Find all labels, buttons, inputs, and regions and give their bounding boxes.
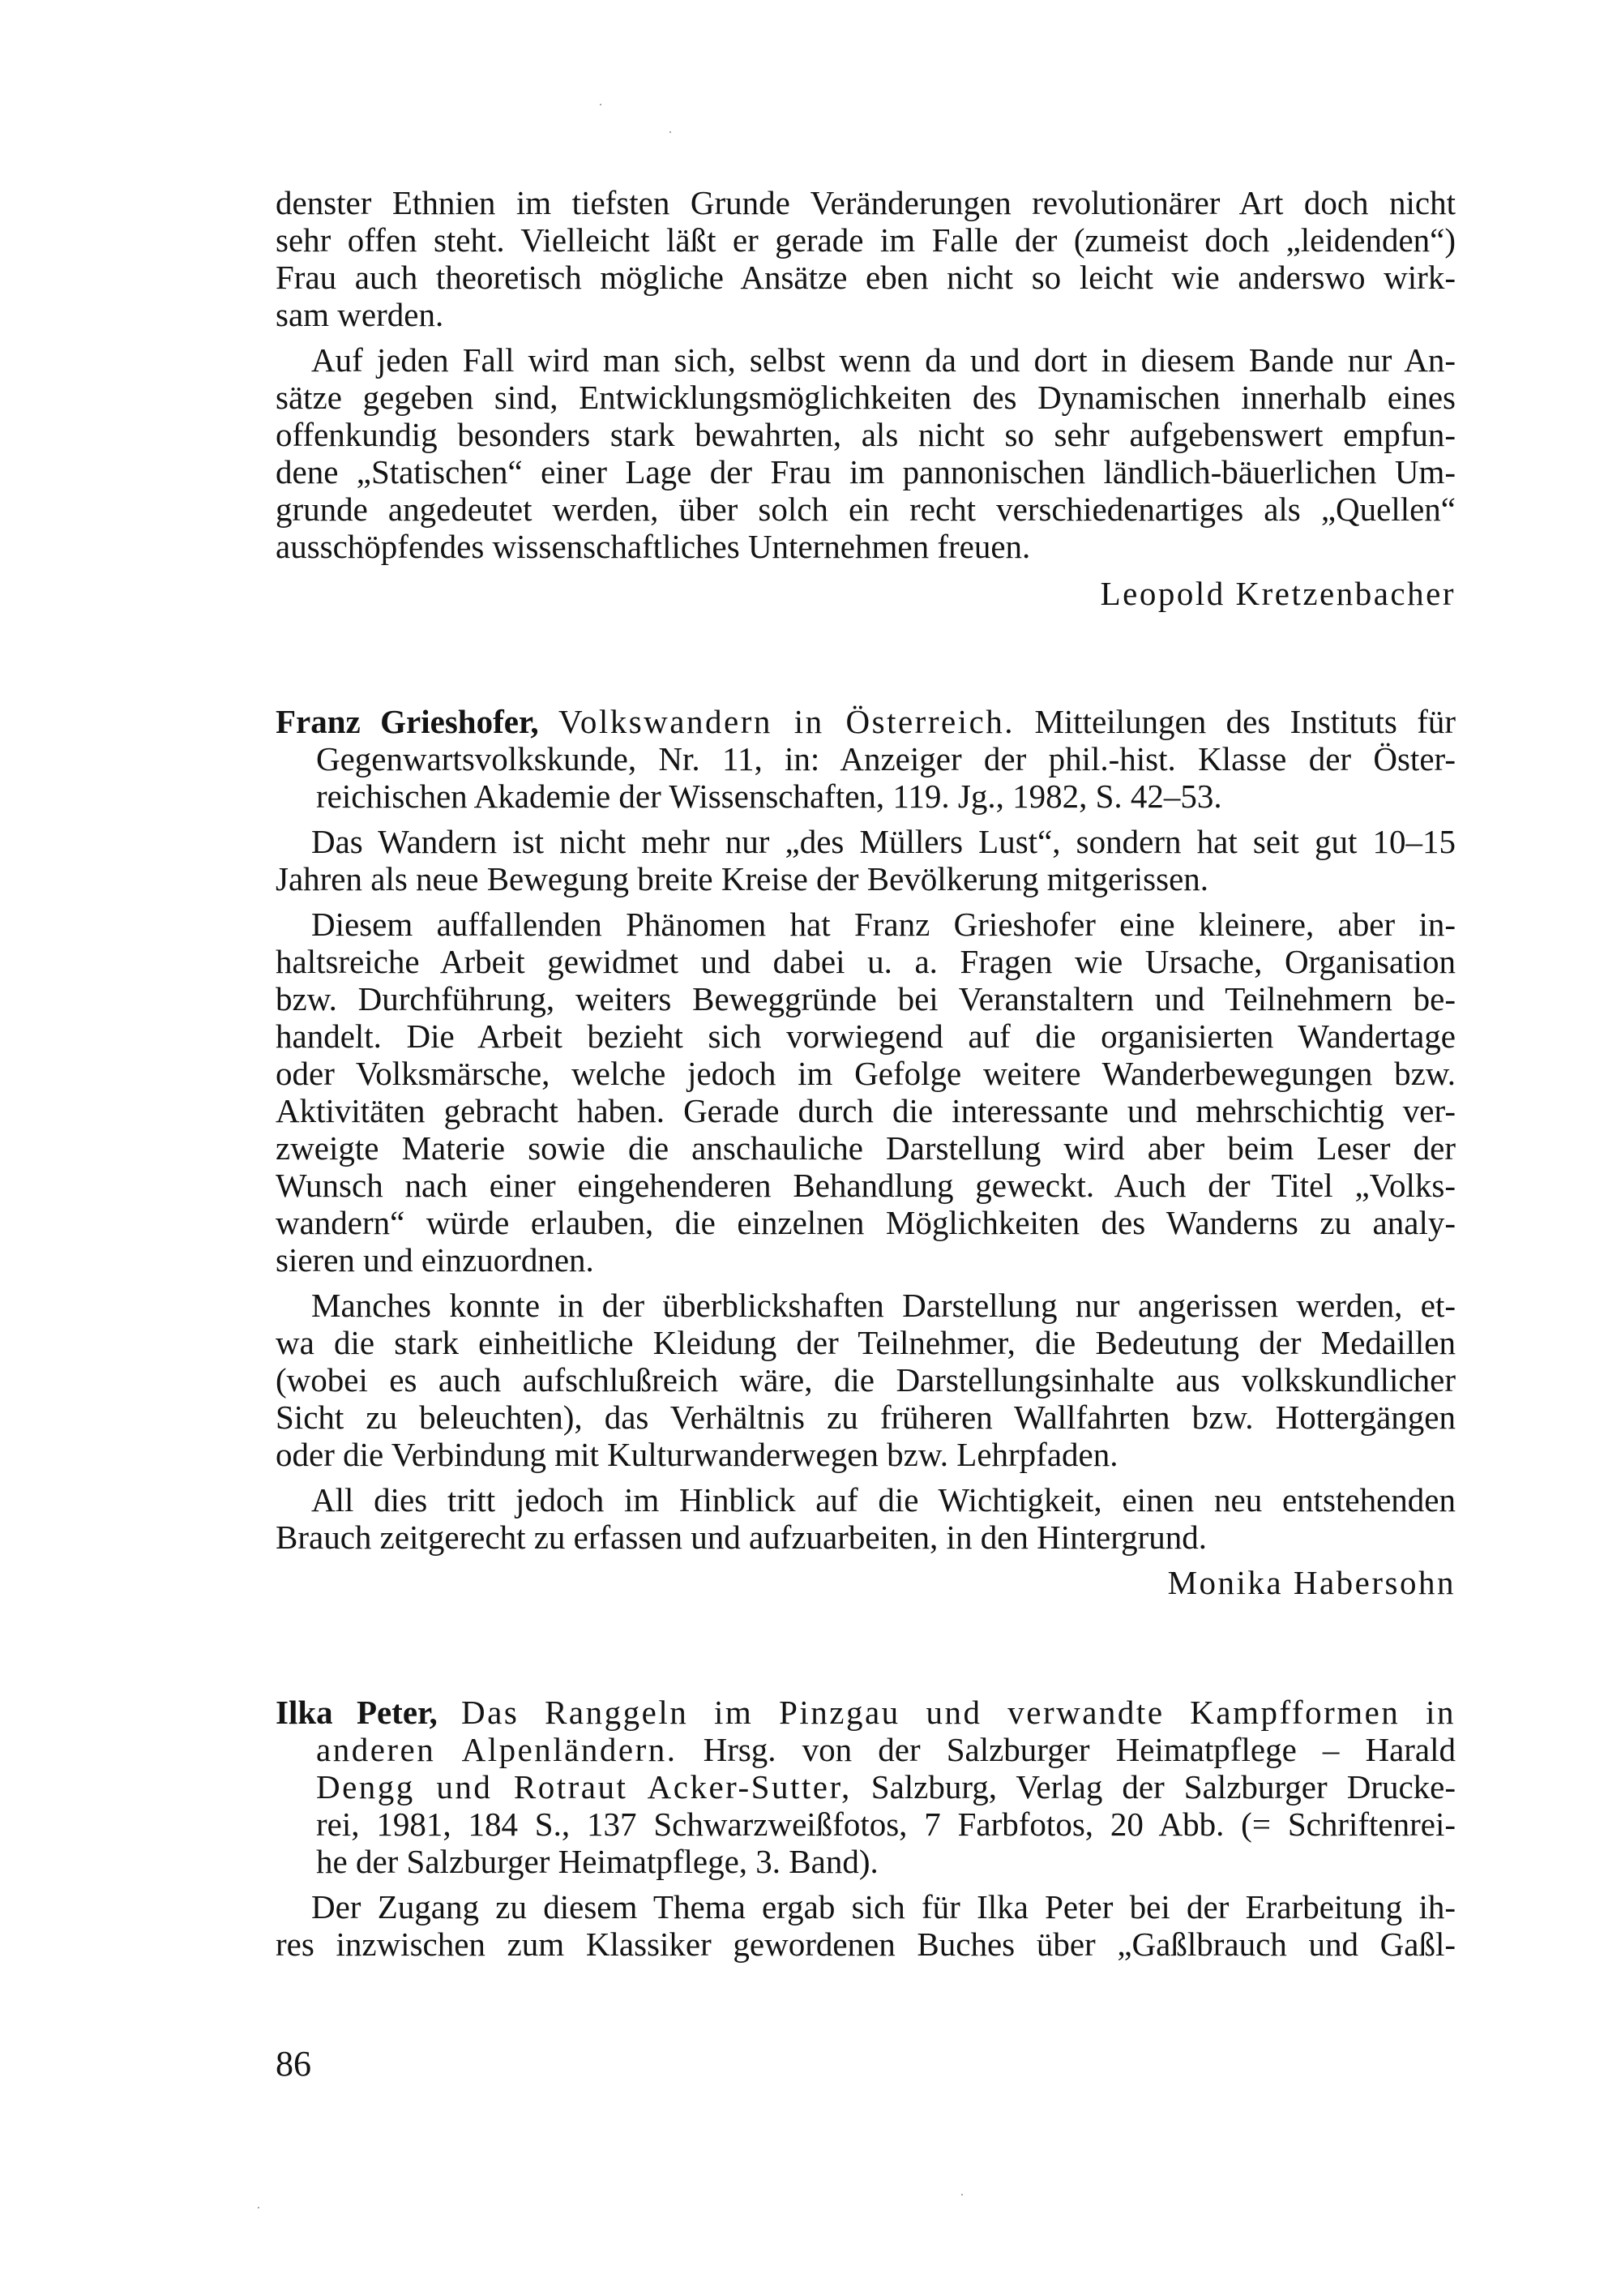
text-line: Das Wandern ist nicht mehr nur „des Müllers Lust“, sondern hat seit gut 10–15 <box>311 823 1456 860</box>
text-line: Sicht zu beleuchten), das Verhältnis zu früheren Wallfahrten bzw. Hottergängen <box>276 1399 1456 1436</box>
book-title: Das Ranggeln im Pinzgau und verwandte Kampfformen in <box>461 1694 1456 1731</box>
citation-line: Gegenwartsvolkskunde, Nr. 11, in: Anzeiger der phil.-hist. Klasse der Öster- <box>316 740 1456 777</box>
citation-line: reichischen Akademie der Wissenschaften, 119. Jg., 1982, S. 42–53. <box>316 777 1222 815</box>
citation-line <box>316 1766 1456 1808</box>
text-line: Jahren als neue Bewegung breite Kreise der Bevölkerung mitgerissen. <box>276 860 1209 897</box>
text-line: sätze gegeben sind, Entwicklungsmöglichkeiten des Dynamischen innerhalb eines <box>276 379 1456 416</box>
citation-line: he der Salzburger Heimatpflege, 3. Band). <box>316 1843 879 1880</box>
text-line: Manches konnte in der überblickshaften Darstellung nur angerissen werden, et- <box>311 1287 1456 1324</box>
text-line: res inzwischen zum Klassiker gewordenen Buches über „Gaßlbrauch und Gaßl- <box>276 1925 1456 1963</box>
text-line: handelt. Die Arbeit bezieht sich vorwiegend auf die organisierten Wandertage <box>276 1017 1456 1055</box>
text-line: Auf jeden Fall wird man sich, selbst wenn da und dort in diesem Bande nur An- <box>311 341 1456 379</box>
citation-line: rei, 1981, 184 S., 137 Schwarzweißfotos, 7 Farbfotos, 20 Abb. (= Schriftenrei- <box>316 1806 1456 1843</box>
text-line: wandern“ würde erlauben, die einzelnen Möglichkeiten des Wanderns zu analy- <box>276 1204 1456 1241</box>
text-line: ausschöpfendes wissenschaftliches Unternehmen freuen. <box>276 528 1031 565</box>
text-line: wa die stark einheitliche Kleidung der Teilnehmer, die Bedeutung der Medaillen <box>276 1324 1456 1361</box>
text-line: (wobei es auch aufschlußreich wäre, die Darstellungsinhalte aus volkskundlicher <box>276 1361 1456 1399</box>
text-line: oder die Verbindung mit Kulturwanderwegen bzw. Lehrpfaden. <box>276 1436 1118 1473</box>
scan-speck <box>258 2207 259 2208</box>
page-number: 86 <box>276 2044 311 2084</box>
citation-line <box>276 700 1456 743</box>
reviewer-signature: Leopold Kretzenbacher <box>1100 575 1456 612</box>
scan-speck <box>600 104 601 105</box>
text-line: Frau auch theoretisch mögliche Ansätze eben nicht so leicht wie anderswo wirk- <box>276 259 1456 296</box>
citation-line <box>276 1691 1456 1733</box>
text-line: Brauch zeitgerecht zu erfassen und aufzuarbeiten, in den Hintergrund. <box>276 1519 1208 1556</box>
book-author: Ilka Peter, <box>276 1694 438 1731</box>
text-line: haltsreiche Arbeit gewidmet und dabei u. a. Fragen wie Ursache, Organisation <box>276 943 1456 980</box>
book-title: anderen Alpenländern. <box>316 1731 678 1768</box>
text-line: bzw. Durchführung, weiters Beweggründe bei Veranstaltern und Teilnehmern be- <box>276 980 1456 1017</box>
text-line: Diesem auffallenden Phänomen hat Franz Grieshofer eine kleinere, aber in- <box>311 906 1456 943</box>
book-author: Franz Grieshofer, <box>276 703 539 740</box>
text-line: sieren und einzuordnen. <box>276 1241 594 1279</box>
citation-text: Hrsg. von der Salzburger Heimatpflege – Harald <box>703 1731 1456 1768</box>
book-editors: Dengg und Rotraut Acker-Sutter, <box>316 1768 852 1806</box>
citation-text: Mitteilungen des Instituts für <box>1034 703 1456 740</box>
text-line: Der Zugang zu diesem Thema ergab sich für Ilka Peter bei der Erarbeitung ih- <box>311 1888 1456 1925</box>
book-title: Volkswandern in Österreich. <box>558 703 1016 740</box>
text-line: offenkundig besonders stark bewahrten, als nicht so sehr aufgebenswert empfun- <box>276 416 1456 453</box>
text-line: sehr offen steht. Vielleicht läßt er gerade im Falle der (zumeist doch „leidenden“) <box>276 221 1456 259</box>
text-line: dene „Statischen“ einer Lage der Frau im pannonischen ländlich-bäuerlichen Um- <box>276 453 1456 490</box>
scan-speck <box>669 131 671 133</box>
text-line: All dies tritt jedoch im Hinblick auf die Wichtigkeit, einen neu entstehenden <box>311 1481 1456 1519</box>
text-line: zweigte Materie sowie die anschauliche Darstellung wird aber beim Leser der <box>276 1129 1456 1167</box>
text-line: oder Volksmärsche, welche jedoch im Gefolge weitere Wanderbewegungen bzw. <box>276 1055 1456 1092</box>
text-line: sam werden. <box>276 296 444 333</box>
text-line: Aktivitäten gebracht haben. Gerade durch die interessante und mehrschichtig ver- <box>276 1092 1456 1129</box>
citation-text: Salzburg, Verlag der Salzburger Drucke- <box>870 1768 1456 1806</box>
citation-line <box>316 1728 1456 1771</box>
text-line: grunde angedeutet werden, über solch ein recht verschiedenartiges als „Quellen“ <box>276 490 1456 528</box>
text-line: Wunsch nach einer eingehenderen Behandlung geweckt. Auch der Titel „Volks- <box>276 1167 1456 1204</box>
reviewer-signature: Monika Habersohn <box>1167 1564 1456 1601</box>
scan-speck <box>961 2194 963 2195</box>
text-line: denster Ethnien im tiefsten Grunde Veränderungen revolutionärer Art doch nicht <box>276 184 1456 221</box>
